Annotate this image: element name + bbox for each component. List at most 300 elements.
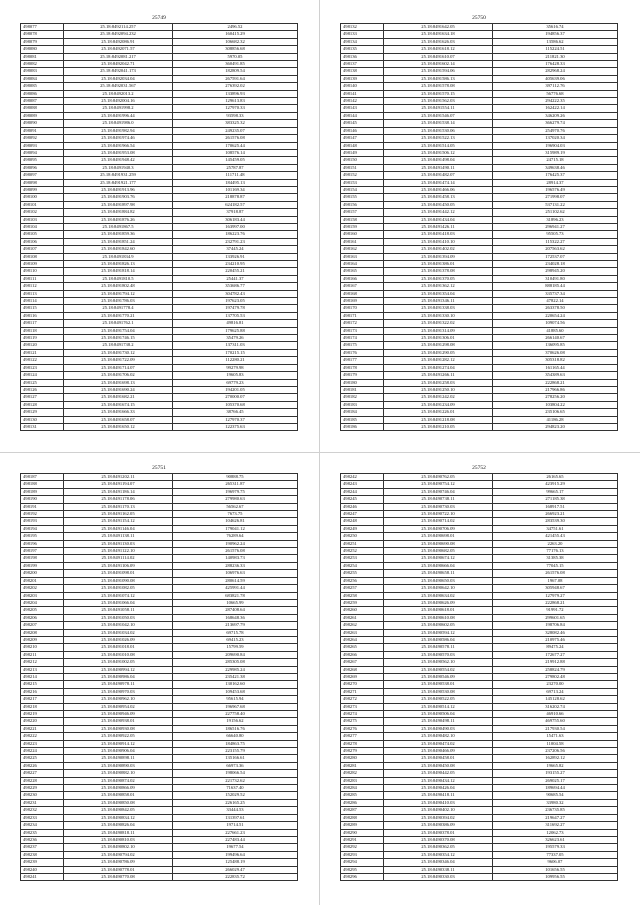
coordinate-cell: 25.18:8490330.03 [384, 873, 493, 880]
amount-cell: 69779.23 [173, 379, 298, 386]
record-id-cell: 498202 [21, 585, 64, 592]
record-id-cell: 498139 [341, 75, 384, 82]
table-row [341, 518, 618, 525]
coordinate-cell: 25.18:8491650.12 [64, 423, 173, 430]
record-id-cell: 498159 [341, 223, 384, 230]
table-row [341, 157, 618, 164]
coordinate-cell: 25.18:8491642.05 [384, 24, 493, 31]
table-row [341, 696, 618, 703]
amount-cell: 168648.36 [173, 614, 298, 621]
coordinate-cell: 25.18:8490434.12 [384, 777, 493, 784]
table-row [21, 194, 298, 201]
coordinate-cell: 25.18:8492094.232 [64, 31, 173, 38]
amount-cell: 304782.43 [173, 290, 298, 297]
record-id-cell: 498103 [21, 216, 64, 223]
table-row [21, 614, 298, 621]
amount-cell: 137020.34 [493, 135, 618, 142]
amount-cell: 271185.38 [493, 496, 618, 503]
table-row [341, 201, 618, 208]
amount-cell: 280614.59 [173, 577, 298, 584]
record-id-cell: 498190 [21, 496, 64, 503]
coordinate-cell: 25.18:8491242.02 [384, 394, 493, 401]
amount-cell: 172677.27 [493, 651, 618, 658]
amount-cell: 261576.08 [493, 570, 618, 577]
table-row [21, 673, 298, 680]
amount-cell: 266140.67 [493, 335, 618, 342]
amount-cell: 24715.18 [493, 157, 618, 164]
coordinate-cell: 25.18:8491074.12 [64, 592, 173, 599]
record-id-cell: 498289 [341, 822, 384, 829]
record-id-cell: 498195 [21, 533, 64, 540]
record-id-cell: 498175 [341, 342, 384, 349]
coordinate-cell: 25.18:8490546.09 [384, 673, 493, 680]
table-row [341, 246, 618, 253]
table-row [341, 149, 618, 156]
amount-cell: 35479.26 [173, 335, 298, 342]
table-row [21, 179, 298, 186]
record-id-cell: 498282 [341, 770, 384, 777]
record-id-cell: 498147 [341, 135, 384, 142]
coordinate-cell: 25.18:8490834.12 [64, 814, 173, 821]
data-table [340, 473, 618, 881]
table-row [341, 859, 618, 866]
record-id-cell: 498177 [341, 357, 384, 364]
record-id-cell: 498109 [21, 261, 64, 268]
table-row [341, 379, 618, 386]
coordinate-cell: 25.18:8491282.12 [384, 357, 493, 364]
amount-cell: 37445.24 [173, 246, 298, 253]
record-id-cell: 498247 [341, 511, 384, 518]
record-id-cell: 498182 [341, 394, 384, 401]
amount-cell: 218878.87 [173, 194, 298, 201]
record-id-cell: 498213 [21, 666, 64, 673]
coordinate-cell: 25.18:8490778.01 [64, 866, 173, 873]
table-row [21, 681, 298, 688]
table-row [341, 312, 618, 319]
amount-cell: 261576.08 [173, 548, 298, 555]
table-row [341, 844, 618, 851]
record-id-cell: 498146 [341, 127, 384, 134]
amount-cell: 311692.27 [493, 822, 618, 829]
amount-cell: 683821.78 [173, 592, 298, 599]
table-row [341, 127, 618, 134]
record-id-cell: 498211 [21, 651, 64, 658]
table-row [21, 755, 298, 762]
record-id-cell: 498187 [21, 474, 64, 481]
coordinate-cell: 25.18:8491138.11 [64, 533, 173, 540]
amount-cell: 279802.48 [493, 673, 618, 680]
table-row [21, 290, 298, 297]
coordinate-cell: 25.18:8491998.2 [64, 105, 173, 112]
table-row [21, 785, 298, 792]
amount-cell: 270000.07 [173, 394, 298, 401]
table-row [341, 342, 618, 349]
amount-cell: 266923.21 [493, 511, 618, 518]
table-row [21, 157, 298, 164]
amount-cell: 109453.68 [173, 688, 298, 695]
table-row [341, 261, 618, 268]
record-id-cell: 498160 [341, 231, 384, 238]
amount-cell: 217930.54 [493, 725, 618, 732]
table-row [341, 636, 618, 643]
coordinate-cell: 25.18:8491186.14 [64, 488, 173, 495]
record-id-cell: 498183 [341, 401, 384, 408]
amount-cell: 105370.68 [173, 401, 298, 408]
record-id-cell: 498237 [21, 844, 64, 851]
table-row [21, 253, 298, 260]
coordinate-cell: 25.18:8491434.04 [384, 216, 493, 223]
record-id-cell: 498114 [21, 298, 64, 305]
table-row [341, 238, 618, 245]
coordinate-cell: 25.18:8490890.03 [64, 762, 173, 769]
coordinate-cell: 25.18:8491913.96 [64, 186, 173, 193]
record-id-cell: 498220 [21, 718, 64, 725]
record-id-cell: 498095 [21, 157, 64, 164]
record-id-cell: 498244 [341, 488, 384, 495]
table-row [341, 409, 618, 416]
amount-cell: 193155.27 [493, 770, 618, 777]
coordinate-cell: 25.18:8491610.07 [384, 53, 493, 60]
coordinate-cell: 25.18:8490698.01 [384, 533, 493, 540]
table-row [21, 496, 298, 503]
record-id-cell: 498235 [21, 829, 64, 836]
coordinate-cell: 25.18:8492031.567 [64, 83, 173, 90]
coordinate-cell: 25.18:8490954.02 [64, 703, 173, 710]
table-row [21, 659, 298, 666]
amount-cell: 140983.73 [173, 555, 298, 562]
coordinate-cell: 25.18:8490674.12 [384, 555, 493, 562]
record-id-cell: 498223 [21, 740, 64, 747]
coordinate-cell: 25.18:8491370.05 [384, 275, 493, 282]
coordinate-cell: 25.18:8491218.08 [384, 416, 493, 423]
coordinate-cell: 25.18:8490826.04 [64, 822, 173, 829]
record-id-cell: 498134 [341, 38, 384, 45]
amount-cell: 71637.40 [173, 785, 298, 792]
coordinate-cell: 25.18:8490770.08 [64, 873, 173, 880]
record-id-cell: 498127 [21, 394, 64, 401]
amount-cell: 115224.51 [493, 46, 618, 53]
table-row [21, 518, 298, 525]
record-id-cell: 498094 [21, 149, 64, 156]
table-row [341, 725, 618, 732]
record-id-cell: 498096 [21, 164, 64, 171]
table-row [21, 725, 298, 732]
table-row [341, 357, 618, 364]
table-row [341, 829, 618, 836]
record-id-cell: 498116 [21, 312, 64, 319]
amount-cell: 298945.20 [493, 268, 618, 275]
table-row [21, 38, 298, 45]
table-row [21, 562, 298, 569]
record-id-cell: 498143 [341, 105, 384, 112]
coordinate-cell: 25.18:8490818.11 [64, 829, 173, 836]
table-row [341, 762, 618, 769]
amount-cell: 31385.38 [493, 555, 618, 562]
table-row [21, 312, 298, 319]
coordinate-cell: 25.18:8490690.08 [384, 540, 493, 547]
amount-cell: 198706.84 [493, 622, 618, 629]
record-id-cell: 498267 [341, 659, 384, 666]
record-id-cell: 498130 [21, 416, 64, 423]
coordinate-cell: 25.18:8491903.76 [64, 194, 173, 201]
record-id-cell: 498131 [21, 423, 64, 430]
coordinate-cell: 25.18:8490354.12 [384, 851, 493, 858]
record-id-cell: 498256 [341, 577, 384, 584]
table-row [341, 718, 618, 725]
record-id-cell: 498122 [21, 357, 64, 364]
table-row [341, 320, 618, 327]
amount-cell: 189694.44 [493, 785, 618, 792]
record-id-cell: 498216 [21, 688, 64, 695]
coordinate-cell: 25.18:8492041.173 [64, 68, 173, 75]
coordinate-cell: 25.18:8490338.11 [384, 866, 493, 873]
coordinate-cell: 25.18:8491618.12 [384, 46, 493, 53]
coordinate-cell: 25.18:8490618.01 [384, 607, 493, 614]
coordinate-cell: 25.18:8491818.14 [64, 268, 173, 275]
coordinate-cell: 25.18:8491682.21 [64, 394, 173, 401]
amount-cell: 220455.21 [173, 268, 298, 275]
record-id-cell: 498171 [341, 312, 384, 319]
amount-cell: 888185.44 [493, 283, 618, 290]
table-row [21, 651, 298, 658]
amount-cell: 405639.06 [493, 75, 618, 82]
table-row [341, 24, 618, 31]
table-row [341, 481, 618, 488]
record-id-cell: 498234 [21, 822, 64, 829]
amount-cell: 282968.24 [493, 68, 618, 75]
table-row [341, 401, 618, 408]
coordinate-cell: 25.18:8491842.60 [64, 246, 173, 253]
coordinate-cell: 25.18:8490594.12 [384, 629, 493, 636]
coordinate-cell: 25.18:8490362.05 [384, 844, 493, 851]
amount-cell: 266029.47 [173, 866, 298, 873]
coordinate-cell: 25.18:8490522.05 [384, 696, 493, 703]
table-row [21, 525, 298, 532]
record-id-cell: 498203 [21, 592, 64, 599]
amount-cell: 137705.53 [173, 312, 298, 319]
table-row [341, 770, 618, 777]
coordinate-cell: 25.18:8490538.01 [384, 681, 493, 688]
record-id-cell: 498259 [341, 599, 384, 606]
record-id-cell: 498272 [341, 696, 384, 703]
record-id-cell: 498142 [341, 98, 384, 105]
record-id-cell: 498099 [21, 186, 64, 193]
amount-cell: 226165.25 [173, 799, 298, 806]
table-row [21, 401, 298, 408]
amount-cell: 199496.64 [173, 851, 298, 858]
record-id-cell: 498170 [341, 305, 384, 312]
record-id-cell: 498191 [21, 503, 64, 510]
table-row [341, 327, 618, 334]
amount-cell: 127979.27 [493, 592, 618, 599]
amount-cell: 130162.60 [173, 681, 298, 688]
amount-cell: 91991.72 [493, 607, 618, 614]
amount-cell: 237206.56 [493, 748, 618, 755]
table-row [21, 636, 298, 643]
table-row [341, 570, 618, 577]
record-id-cell: 498179 [341, 372, 384, 379]
coordinate-cell: 25.18:8491210.05 [384, 423, 493, 430]
coordinate-cell: 25.18:8491018.01 [64, 644, 173, 651]
table-row [341, 614, 618, 621]
amount-cell: 285305.08 [173, 659, 298, 666]
table-row [21, 231, 298, 238]
amount-cell: 47822.14 [493, 298, 618, 305]
coordinate-cell: 25.18:8491386.01 [384, 261, 493, 268]
amount-cell: 23270.00 [493, 681, 618, 688]
coordinate-cell: 25.18:8490738.11 [384, 496, 493, 503]
coordinate-cell: 25.18:8491562.03 [384, 98, 493, 105]
record-id-cell: 498241 [21, 873, 64, 880]
coordinate-cell: 25.18:8490794.02 [64, 851, 173, 858]
record-id-cell: 498248 [341, 518, 384, 525]
record-id-cell: 498119 [21, 335, 64, 342]
amount-cell: 99279.98 [173, 364, 298, 371]
table-row [341, 851, 618, 858]
coordinate-cell: 25.18:8490986.04 [64, 673, 173, 680]
coordinate-cell: 25.18:8491178.06 [64, 496, 173, 503]
coordinate-cell: 25.18:8491362.12 [384, 283, 493, 290]
record-id-cell: 498111 [21, 275, 64, 282]
record-id-cell: 498104 [21, 223, 64, 230]
table-row [341, 68, 618, 75]
record-id-cell: 498154 [341, 186, 384, 193]
coordinate-cell: 25.18:8491402.02 [384, 246, 493, 253]
coordinate-cell: 25.18:8491042.10 [64, 622, 173, 629]
amount-cell: 31896.23 [493, 216, 618, 223]
record-id-cell: 498228 [21, 777, 64, 784]
record-id-cell: 498261 [341, 614, 384, 621]
amount-cell: 106682.32 [173, 38, 298, 45]
record-id-cell: 498275 [341, 718, 384, 725]
amount-cell: 197479.78 [173, 305, 298, 312]
record-id-cell: 498090 [21, 120, 64, 127]
amount-cell: 261576.08 [173, 135, 298, 142]
coordinate-cell: 25.18:8491570.15 [384, 90, 493, 97]
amount-cell: 108576.14 [173, 149, 298, 156]
table-row [341, 511, 618, 518]
amount-cell: 184495.13 [173, 179, 298, 186]
amount-cell: 227661.23 [173, 829, 298, 836]
table-row [21, 105, 298, 112]
table-row [21, 68, 298, 75]
table-row [21, 548, 298, 555]
coordinate-cell: 25.18:8491482.07 [384, 172, 493, 179]
amount-cell: 66640.80 [173, 733, 298, 740]
coordinate-cell: 25.18:8490586.04 [384, 636, 493, 643]
amount-cell: 423915.29 [493, 481, 618, 488]
record-id-cell: 498149 [341, 149, 384, 156]
table-row [341, 349, 618, 356]
coordinate-cell: 25.18:8491996.44 [64, 112, 173, 119]
coordinate-cell: 25.18:8490530.08 [384, 688, 493, 695]
coordinate-cell: 25.18:8492004.16 [64, 98, 173, 105]
coordinate-cell: 25.18:8491258.03 [384, 379, 493, 386]
table-title: 25750 [472, 15, 486, 21]
record-id-cell: 498091 [21, 127, 64, 134]
amount-cell: 112280.21 [173, 357, 298, 364]
table-row [341, 836, 618, 843]
amount-cell: 125488.19 [173, 859, 298, 866]
record-id-cell: 498173 [341, 327, 384, 334]
coordinate-cell: 25.18:8490442.05 [384, 770, 493, 777]
record-id-cell: 498120 [21, 342, 64, 349]
coordinate-cell: 25.18:8490482.10 [384, 733, 493, 740]
amount-cell: 186223.76 [173, 231, 298, 238]
table-row [341, 283, 618, 290]
amount-cell: 236735.85 [493, 807, 618, 814]
coordinate-cell: 25.18:8490634.02 [384, 592, 493, 599]
coordinate-cell: 25.18:8490706.09 [384, 525, 493, 532]
record-id-cell: 498093 [21, 142, 64, 149]
record-id-cell: 498098 [21, 179, 64, 186]
table-row [341, 548, 618, 555]
amount-cell: 296941.27 [493, 223, 618, 230]
table-row [21, 46, 298, 53]
record-id-cell: 498260 [341, 607, 384, 614]
table-row [21, 423, 298, 430]
amount-cell: 294222.35 [493, 98, 618, 105]
table-row [21, 555, 298, 562]
table-row [21, 688, 298, 695]
coordinate-cell: 25.18:8491634.18 [384, 31, 493, 38]
coordinate-cell: 25.18:8491578.08 [384, 83, 493, 90]
record-id-cell: 498164 [341, 261, 384, 268]
table-row [341, 866, 618, 873]
coordinate-cell: 25.18:8491514.05 [384, 142, 493, 149]
amount-cell: 161165.44 [493, 364, 618, 371]
table-row [21, 851, 298, 858]
table-row [341, 562, 618, 569]
record-id-cell: 498274 [341, 711, 384, 718]
amount-cell: 195579.33 [493, 844, 618, 851]
table-row [21, 283, 298, 290]
coordinate-cell: 25.18:8490410.03 [384, 799, 493, 806]
amount-cell: 308856.68 [173, 46, 298, 53]
data-table [20, 473, 298, 881]
record-id-cell: 498148 [341, 142, 384, 149]
table-row [341, 688, 618, 695]
table-row [341, 216, 618, 223]
table-row [341, 223, 618, 230]
coordinate-cell: 25.18:8491418.03 [384, 231, 493, 238]
amount-cell: 176425.37 [493, 172, 618, 179]
amount-cell: 168917.51 [493, 503, 618, 510]
coordinate-cell: 25.18:8491130.03 [64, 540, 173, 547]
record-id-cell: 498101 [21, 201, 64, 208]
record-id-cell: 498156 [341, 201, 384, 208]
coordinate-cell: 25.18:8492081.217 [64, 53, 173, 60]
table-title: 25749 [152, 15, 166, 21]
record-id-cell: 498243 [341, 481, 384, 488]
coordinate-cell: 25.18:8491762.1 [64, 320, 173, 327]
coordinate-cell: 25.18:8491940.3 [64, 164, 173, 171]
coordinate-cell: 25.18:8491851.24 [64, 238, 173, 245]
table-row [21, 799, 298, 806]
record-id-cell: 498268 [341, 666, 384, 673]
record-id-cell: 498153 [341, 179, 384, 186]
amount-cell: 95505.73 [493, 231, 618, 238]
record-id-cell: 498084 [21, 75, 64, 82]
coordinate-cell: 25.18:8491098.01 [64, 570, 173, 577]
amount-cell: 172537.07 [493, 253, 618, 260]
record-id-cell: 498199 [21, 562, 64, 569]
record-id-cell: 498276 [341, 725, 384, 732]
coordinate-cell: 25.18:8491974.46 [64, 135, 173, 142]
table-row [21, 777, 298, 784]
table-row [341, 474, 618, 481]
coordinate-cell: 25.18:8490666.04 [384, 562, 493, 569]
